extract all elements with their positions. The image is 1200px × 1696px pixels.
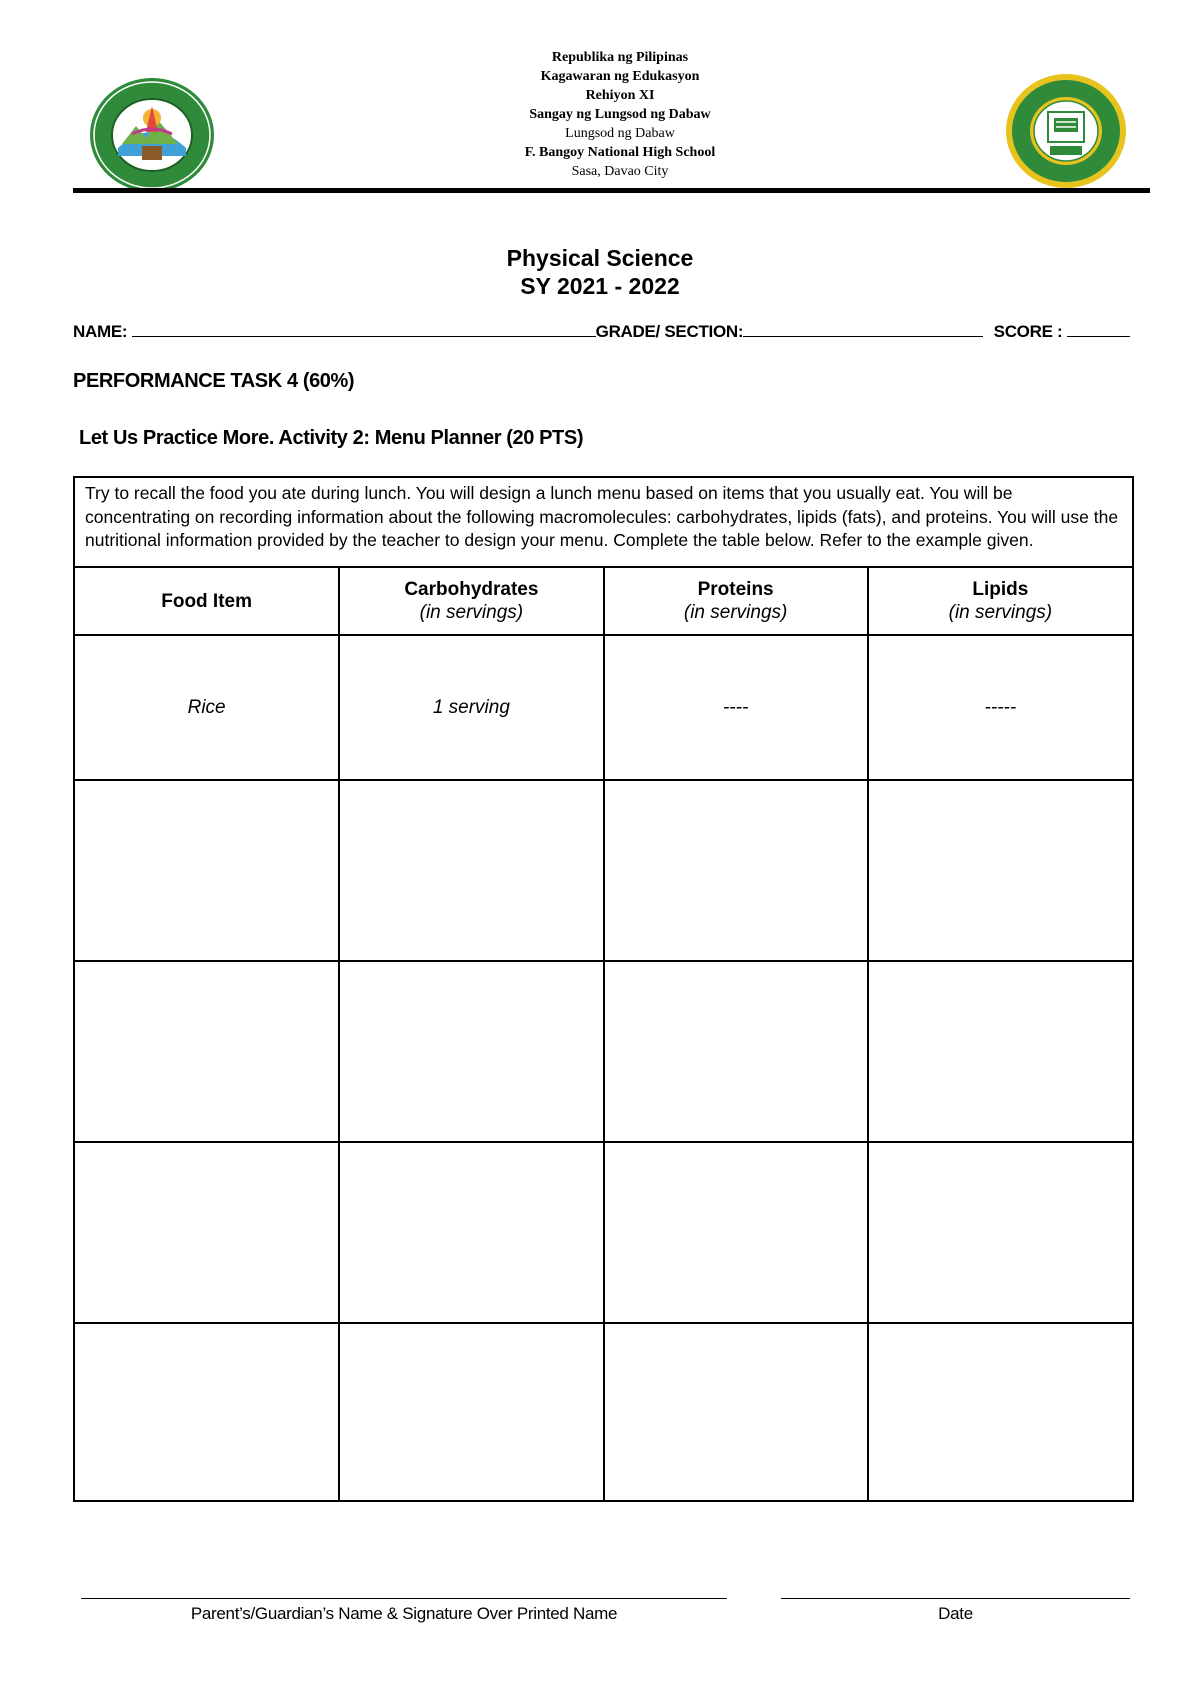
lipids-cell[interactable]	[868, 1142, 1132, 1323]
example-row	[75, 635, 1132, 780]
header-food-item: Food Item	[75, 568, 339, 635]
header-divider	[73, 188, 1150, 193]
example-carbohydrates: 1 serving	[339, 635, 603, 780]
lipids-cell[interactable]	[868, 1323, 1132, 1500]
signature-label: Parent’s/Guardian’s Name & Signature Over Printed Name	[190, 1604, 618, 1623]
activity-heading: Let Us Practice More. Activity 2: Menu Planner (20 PTS)	[79, 427, 584, 449]
food-item-cell[interactable]	[75, 961, 339, 1142]
header-line-region: Rehiyon XI	[585, 88, 655, 103]
table-row	[75, 780, 1132, 961]
proteins-cell[interactable]	[604, 780, 868, 961]
grade-section-label: GRADE/ SECTION:	[595, 322, 744, 341]
carbohydrates-cell[interactable]	[339, 1142, 603, 1323]
proteins-cell[interactable]	[604, 961, 868, 1142]
lipids-cell[interactable]	[868, 780, 1132, 961]
header-proteins: Proteins (in servings)	[604, 568, 868, 635]
carbohydrates-cell[interactable]	[339, 1323, 603, 1500]
school-year: SY 2021 - 2022	[520, 273, 680, 299]
f-bangoy-nhs-seal	[1004, 72, 1128, 190]
grade-section-field[interactable]	[743, 322, 983, 337]
score-field[interactable]	[1067, 322, 1130, 337]
proteins-cell[interactable]	[604, 1323, 868, 1500]
menu-planner-table	[73, 476, 1134, 1502]
proteins-cell[interactable]	[604, 1142, 868, 1323]
header-lipids: Lipids (in servings)	[868, 568, 1132, 635]
header-text	[400, 48, 840, 181]
header-line-department: Kagawaran ng Edukasyon	[540, 69, 700, 84]
table-header-row	[75, 568, 1132, 635]
header-line-republic: Republika ng Pilipinas	[551, 50, 689, 65]
davao-city-division-seal	[88, 76, 216, 194]
instructions-text: Try to recall the food you ate during lunch. You will design a lunch menu based on items that you usually eat. You will be concentrating on recording information about the following macromolecules: carbohydrates, lipids (fats), and proteins. You will use the nutritional information provided by the teacher to design your menu. Complete the table below. Refer to the example given.	[75, 478, 1132, 568]
table-row	[75, 961, 1132, 1142]
header-line-address: Sasa, Davao City	[571, 164, 669, 179]
example-proteins: ----	[604, 635, 868, 780]
date-line[interactable]	[781, 1598, 1130, 1599]
score-label: SCORE :	[993, 322, 1063, 341]
example-food-item: Rice	[75, 635, 339, 780]
page-title	[0, 244, 1200, 300]
menu-table	[75, 568, 1132, 1500]
food-item-cell[interactable]	[75, 1323, 339, 1500]
subject-title: Physical Science	[506, 245, 694, 271]
document-header	[0, 0, 1200, 200]
table-row	[75, 1142, 1132, 1323]
carbohydrates-cell[interactable]	[339, 961, 603, 1142]
food-item-cell[interactable]	[75, 1142, 339, 1323]
carbohydrates-cell[interactable]	[339, 780, 603, 961]
name-field[interactable]	[132, 322, 596, 337]
lipids-cell[interactable]	[868, 961, 1132, 1142]
task-heading: PERFORMANCE TASK 4 (60%)	[73, 370, 355, 392]
header-line-division: Sangay ng Lungsod ng Dabaw	[529, 107, 711, 122]
date-label: Date	[938, 1604, 973, 1623]
example-lipids: -----	[868, 635, 1132, 780]
table-row	[75, 1323, 1132, 1500]
header-line-city: Lungsod ng Dabaw	[565, 126, 675, 141]
header-carbohydrates: Carbohydrates (in servings)	[339, 568, 603, 635]
signature-line[interactable]	[81, 1598, 727, 1599]
header-line-school: F. Bangoy National High School	[524, 145, 716, 160]
student-info-line	[73, 322, 1150, 342]
food-item-cell[interactable]	[75, 780, 339, 961]
name-label: NAME:	[73, 322, 128, 341]
